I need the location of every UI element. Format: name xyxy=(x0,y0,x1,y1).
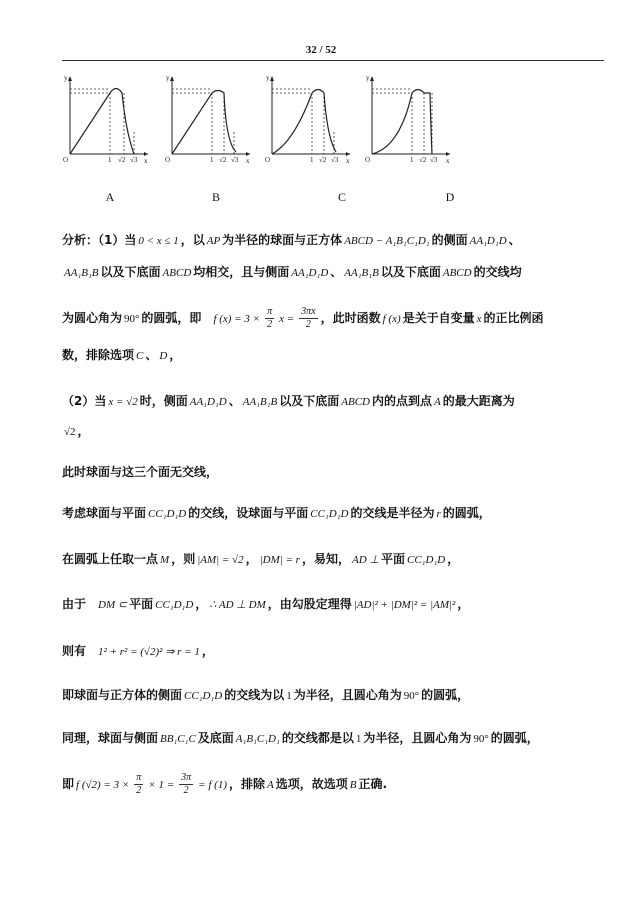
svg-text:O: O xyxy=(63,156,69,164)
svg-text:√2: √2 xyxy=(219,156,227,164)
graph-option-a xyxy=(62,72,152,164)
analysis-line-10: 由于 DM ⊂ 平面 CC₁D₁D ， ∴ AD ⊥ DM ，由勾股定理得 |AD|² + |DM|² = |AM|² ， xyxy=(62,597,470,611)
svg-text:√3: √3 xyxy=(231,156,239,164)
graph-option-b xyxy=(164,72,254,164)
svg-text:x: x xyxy=(446,157,450,165)
svg-text:y: y xyxy=(266,74,270,82)
svg-text:O: O xyxy=(365,156,371,164)
svg-text:y: y xyxy=(64,74,68,82)
svg-text:√3: √3 xyxy=(331,156,339,164)
svg-text:1: 1 xyxy=(310,156,314,164)
analysis-line-14: 即 f (√2) = 3 × $\frac{\pi}{2}$ × 1 = $\frac{3\pi}{2}$ = f (1) ，排除 A 选项，故选项 B 正确. xyxy=(62,772,388,796)
page-number: 32 / 52 xyxy=(305,44,337,56)
svg-text:√3: √3 xyxy=(430,156,438,164)
option-label-a: A xyxy=(105,190,115,204)
analysis-line-4: 数，排除选项 C 、 D ， xyxy=(62,348,182,362)
svg-text:y: y xyxy=(166,74,170,82)
graph-option-d xyxy=(364,72,454,164)
analysis-line-5: （2）当 x = √2 时，侧面 AA₁D₁D 、 AA₁B₁B 以及下底面 ABCD 内的点到点 A 的最大距离为 xyxy=(62,394,515,408)
analysis-line-2: AA₁B₁B 以及下底面 ABCD 均相交，且与侧面 AA₁D₁D 、 AA₁B₁B 以及下底面 ABCD 的交线均 xyxy=(64,265,522,279)
analysis-line-12: 即球面与正方体的侧面 CC₁D₁D 的交线为以 1 为半径，且圆心角为 90° 的圆弧， xyxy=(62,688,470,702)
header-rule xyxy=(62,60,604,61)
svg-text:√2: √2 xyxy=(319,156,327,164)
svg-text:√3: √3 xyxy=(130,156,138,164)
analysis-line-11: 则有 1² + r² = (√2)² ⇒ r = 1 ， xyxy=(62,644,214,658)
svg-text:x: x xyxy=(346,157,350,165)
option-label-c: C xyxy=(337,190,346,204)
analysis-line-3: 为圆心角为 90° 的圆弧，即 f (x) = 3 × $\frac{\pi}{2}$ x = $\frac{3\pi x}{2}$ ，此时函数 f (x) 是关于自变量 x 的正比例函 xyxy=(62,306,544,330)
analysis-line-9: 在圆弧上任取一点 M ，则 |AM| = √2 ， |DM| = r ，易知， AD ⊥ 平面 CC₁D₁D ， xyxy=(62,552,460,566)
svg-text:x: x xyxy=(144,157,148,165)
analysis-line-7: 此时球面与这三个面无交线， xyxy=(62,465,219,479)
graph-option-c xyxy=(264,72,354,164)
svg-text:√2: √2 xyxy=(118,156,126,164)
analysis-line-6: √2 ， xyxy=(64,424,90,438)
svg-text:x: x xyxy=(246,157,250,165)
option-label-b: B xyxy=(211,190,220,204)
svg-text:O: O xyxy=(165,156,171,164)
analysis-line-13: 同理，球面与侧面 BB₁C₁C 及底面 A₁B₁C₁D₁ 的交线都是以 1 为半径，且圆心角为 90° 的圆弧， xyxy=(62,731,539,745)
analysis-line-8: 考虑球面与平面 CC₁D₁D 的交线，设球面与平面 CC₁D₁D 的交线是半径为 r 的圆弧， xyxy=(62,506,491,520)
svg-text:y: y xyxy=(366,74,370,82)
svg-text:√2: √2 xyxy=(419,156,427,164)
option-label-d: D xyxy=(445,190,455,204)
svg-text:1: 1 xyxy=(210,156,214,164)
svg-text:O: O xyxy=(265,156,271,164)
svg-text:1: 1 xyxy=(108,156,112,164)
svg-text:1: 1 xyxy=(410,156,414,164)
analysis-line-1: 分析：（1）当 0 < x ≤ 1 ，以 AP 为半径的球面与正方体 ABCD − A₁B₁C₁D₁ 的侧面 AA₁D₁D 、 xyxy=(62,233,521,247)
